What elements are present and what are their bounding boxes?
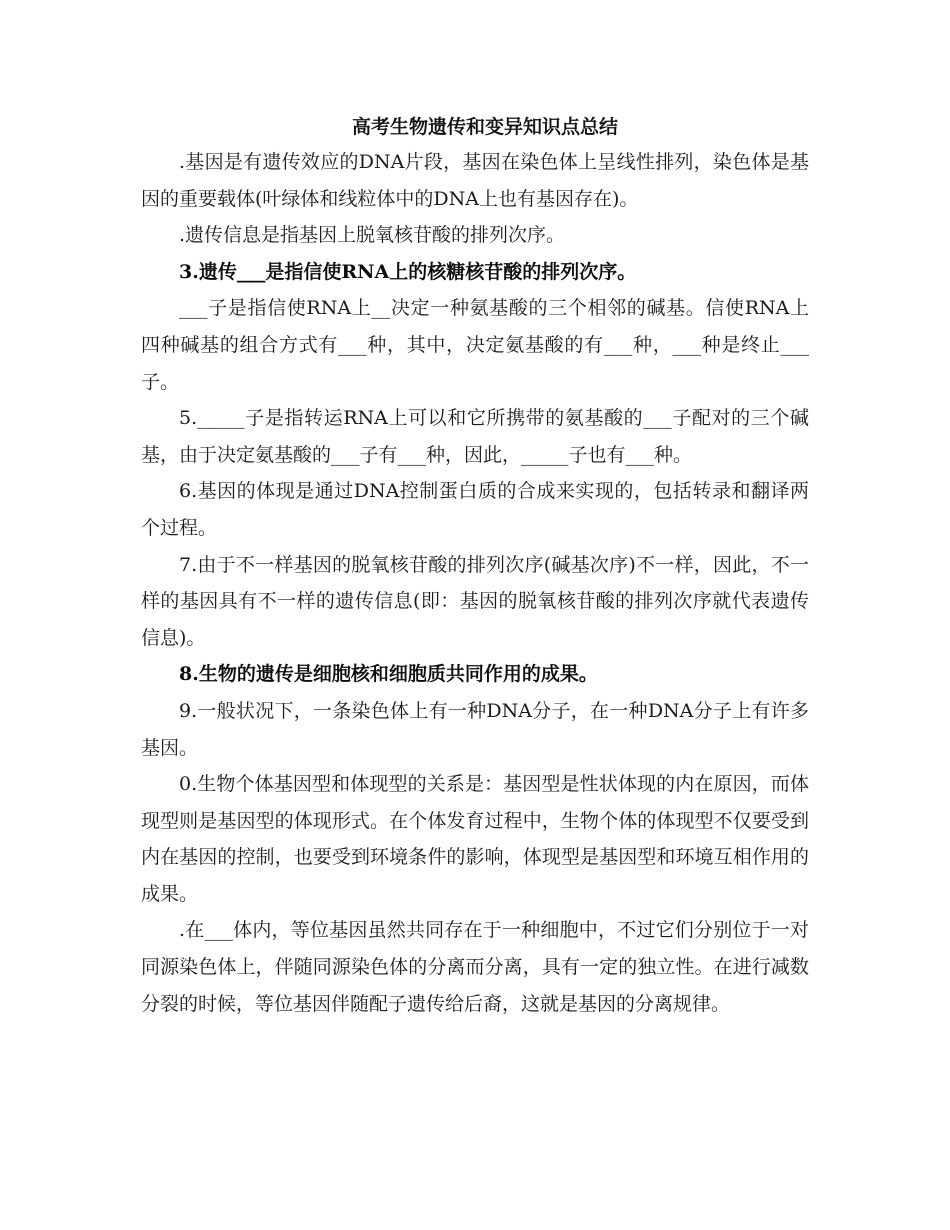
paragraph-1: .基因是有遗传效应的DNA片段，基因在染色体上呈线性排列，染色体是基因的重要载体(叶绿体和线粒体中的DNA上也有基因存在)。 bbox=[141, 151, 809, 210]
paragraph-10: 0.生物个体基因型和体现型的关系是：基因型是性状体现的内在原因，而体现型则是基因型的体现形式。在个体发育过程中，生物个体的体现型不仅要受到内在基因的控制，也要受到环境条件的影响，体现型是基因型和环境互相作用的成果。 bbox=[141, 773, 809, 905]
paragraph-4: ___子是指信使RNA上__决定一种氨基酸的三个相邻的碱基。信使RNA上四种碱基的组合方式有___种，其中，决定氨基酸的有___种，___种是终止___子。 bbox=[141, 297, 809, 393]
document-title: 高考生物遗传和变异知识点总结 bbox=[351, 116, 618, 138]
paragraph-2: .遗传信息是指基因上脱氧核苷酸的排列次序。 bbox=[179, 224, 566, 247]
paragraph-3: 3.遗传___是指信使RNA上的核糖核苷酸的排列次序。 bbox=[179, 260, 637, 283]
document-body bbox=[141, 110, 809, 1022]
paragraph-5: 5._____子是指转运RNA上可以和它所携带的氨基酸的___子配对的三个碱基，由于决定氨基酸的___子有___种，因此，_____子也有___种。 bbox=[141, 407, 809, 466]
paragraph-8: 8.生物的遗传是细胞核和细胞质共同作用的成果。 bbox=[179, 663, 598, 686]
paragraph-7: 7.由于不一样基因的脱氧核苷酸的排列次序(碱基次序)不一样，因此，不一样的基因具有不一样的遗传信息(即：基因的脱氧核苷酸的排列次序就代表遗传信息)。 bbox=[141, 553, 809, 649]
paragraph-11: .在___体内，等位基因虽然共同存在于一种细胞中，不过它们分别位于一对同源染色体上，伴随同源染色体的分离而分离，具有一定的独立性。在进行减数分裂的时候，等位基因伴随配子遗传给后裔，这就是基因的分离规律。 bbox=[141, 919, 809, 1015]
paragraph-9: 9.一般状况下，一条染色体上有一种DNA分子，在一种DNA分子上有许多基因。 bbox=[141, 699, 809, 759]
paragraph-6: 6.基因的体现是通过DNA控制蛋白质的合成来实现的，包括转录和翻译两个过程。 bbox=[141, 480, 809, 539]
